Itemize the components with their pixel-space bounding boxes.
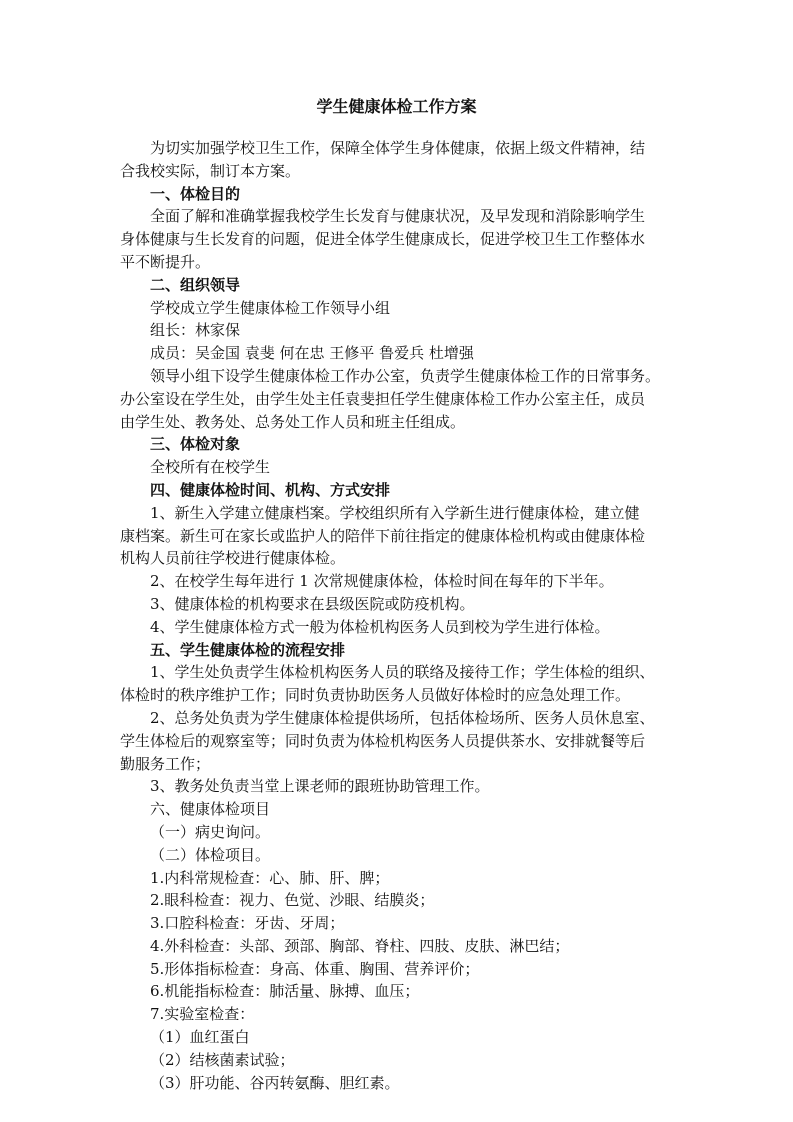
text-line: 三、体检对象 [150,435,241,454]
paragraph [120,456,688,479]
text-line: 机构人员前往学校进行健康体检。 [120,549,346,568]
text-line: 体检时的秩序维护工作；同时负责协助医务人员做好体检时的应急处理工作。 [120,686,631,705]
text-line: 五、学生健康体检的流程安排 [150,640,346,659]
paragraph [120,342,688,365]
document-body [120,137,688,1094]
text-line: 2.眼科检查：视力、色觉、沙眼、结膜炎； [150,891,435,910]
text-line: 3、健康体检的机构要求在县级医院或防疫机构。 [150,594,475,613]
text-line: 学生体检后的观察室等；同时负责为体检机构医务人员提供茶水、安排就餐等后 [120,731,646,750]
paragraph [120,1049,688,1072]
paragraph [120,593,688,616]
section-heading [120,433,688,456]
paragraph [120,1026,688,1049]
paragraph [120,297,688,320]
text-line: 由学生处、教务处、总务处工作人员和班主任组成。 [120,412,466,431]
paragraph [120,1003,688,1026]
text-line: 3、教务处负责当堂上课老师的跟班协助管理工作。 [150,777,490,796]
paragraph [120,570,688,593]
text-line: 2、总务处负责为学生健康体检提供场所，包括体检场所、医务人员休息室、 [150,708,655,727]
section-heading [120,183,688,206]
text-line: （2）结核菌素试验； [150,1050,295,1069]
text-line: 3.口腔科检查：牙齿、牙周； [150,914,345,933]
text-line: 4、学生健康体检方式一般为体检机构医务人员到校为学生进行体检。 [150,617,610,636]
section-heading [120,639,688,662]
text-line: 成员：吴金国 袁斐 何在忠 王修平 鲁爱兵 杜增强 [150,344,474,363]
paragraph [120,844,688,867]
paragraph [120,980,688,1003]
text-line: 合我校实际，制订本方案。 [120,161,301,180]
paragraph [120,912,688,935]
text-line: 1、学生处负责学生体检机构医务人员的联络及接待工作；学生体检的组织、 [150,663,655,682]
paragraph [120,661,688,707]
text-line: 4.外科检查：头部、颈部、胸部、脊柱、四肢、皮肤、淋巴结； [150,936,570,955]
section-heading [120,274,688,297]
paragraph [120,1072,688,1095]
text-line: 平不断提升。 [120,252,211,271]
paragraph [120,137,688,183]
paragraph [120,958,688,981]
text-line: 为切实加强学校卫生工作，保障全体学生身体健康，依据上级文件精神，结 [150,139,646,157]
text-line: 办公室设在学生处，由学生处主任袁斐担任学生健康体检工作办公室主任，成员 [120,389,646,408]
text-line: 六、健康体检项目 [150,800,271,819]
text-line: 学校成立学生健康体检工作领导小组 [150,298,391,317]
text-line: 康档案。新生可在家长或监护人的陪伴下前往指定的健康体检机构或由健康体检 [120,526,646,545]
paragraph [120,365,688,433]
text-line: 1.内科常规检查：心、肺、肝、脾； [150,868,390,887]
text-line: （一）病史询问。 [150,822,271,841]
text-line: （3）肝功能、谷丙转氨酶、胆红素。 [150,1073,400,1092]
text-line: 身体健康与生长发育的问题，促进全体学生健康成长，促进学校卫生工作整体水 [120,230,646,249]
paragraph [120,205,688,273]
paragraph [120,867,688,890]
paragraph [120,889,688,912]
paragraph [120,821,688,844]
document-title: 学生健康体检工作方案 [316,97,477,116]
text-line: 5.形体指标检查：身高、体重、胸围、营养评价； [150,959,480,978]
text-line: 勤服务工作； [120,754,211,773]
text-line: 2、在校学生每年进行 1 次常规健康体检，体检时间在每年的下半年。 [150,572,614,591]
paragraph [120,798,688,821]
text-line: 二、组织领导 [150,275,241,294]
paragraph [120,935,688,958]
text-line: 7.实验室检查： [150,1005,255,1024]
text-line: 四、健康体检时间、机构、方式安排 [150,480,391,499]
paragraph [120,319,688,342]
text-line: 全校所有在校学生 [150,458,271,477]
paragraph [120,775,688,798]
section-heading [120,479,688,502]
text-line: （1）血红蛋白 [150,1028,250,1047]
text-line: 1、新生入学建立健康档案。学校组织所有入学新生进行健康体检，建立健 [150,503,640,522]
text-line: 全面了解和准确掌握我校学生长发育与健康状况，及早发现和消除影响学生 [150,207,646,226]
text-line: 6.机能指标检查：肺活量、脉搏、血压； [150,982,420,1001]
paragraph [120,707,688,775]
text-line: 一、体检目的 [150,184,241,203]
text-line: 领导小组下设学生健康体检工作办公室，负责学生健康体检工作的日常事务。 [150,366,661,385]
text-line: 组长：林家保 [150,321,241,340]
text-line: （二）体检项目。 [150,845,271,864]
paragraph [120,502,688,570]
paragraph [120,616,688,639]
